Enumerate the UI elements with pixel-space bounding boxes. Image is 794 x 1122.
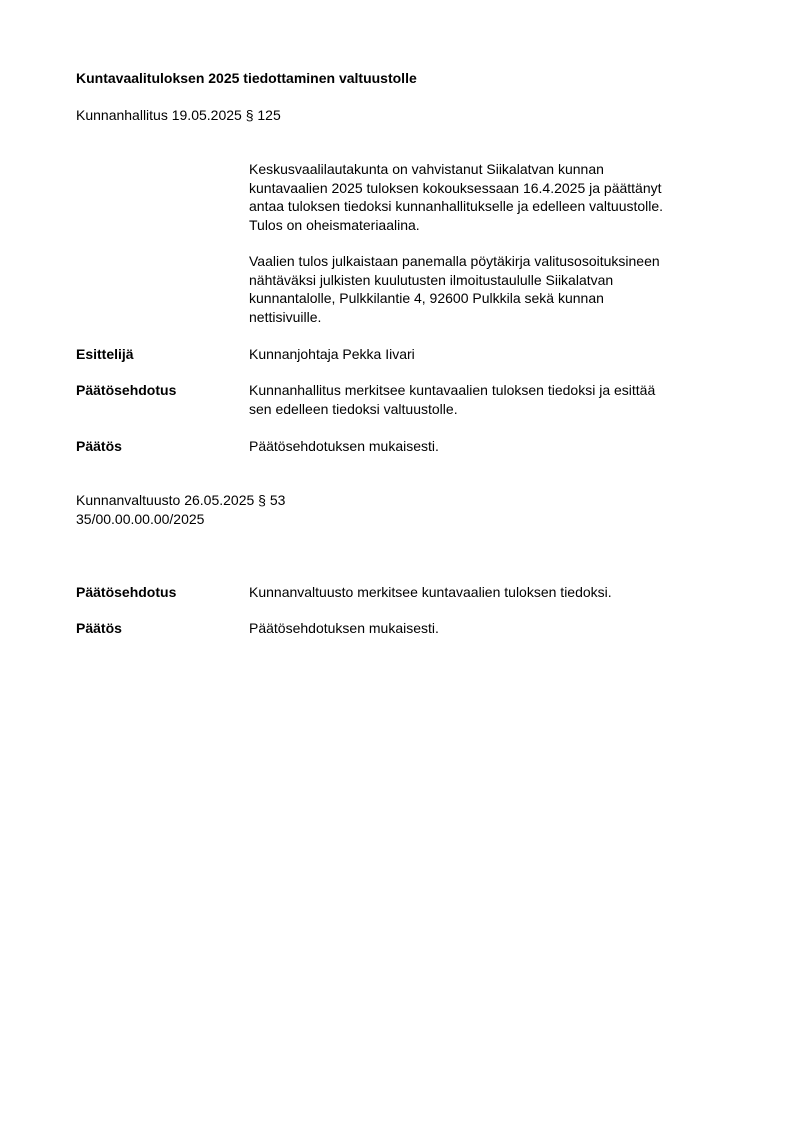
- council-meeting-header: Kunnanvaltuusto 26.05.2025 § 53: [76, 492, 286, 508]
- paragraph-line: Keskusvaalilautakunta on vahvistanut Siikalatvan kunnan: [249, 161, 604, 177]
- council-decision-value: Päätösehdotuksen mukaisesti.: [249, 620, 439, 636]
- council-decision-label: Päätös: [76, 620, 122, 636]
- council-proposal-label: Päätösehdotus: [76, 584, 177, 600]
- paragraph-line: nähtäväksi julkisten kuulutusten ilmoitustaululle Siikalatvan: [249, 271, 614, 288]
- paragraph-line: kunnantalolle, Pulkkilantie 4, 92600 Pulkkila sekä kunnan: [249, 290, 604, 306]
- presenter-value: Kunnanjohtaja Pekka Iivari: [249, 346, 415, 362]
- board-decision-label: Päätös: [76, 438, 122, 454]
- board-paragraph-1: [249, 160, 719, 234]
- board-proposal-label: Päätösehdotus: [76, 382, 177, 398]
- proposal-line: Kunnanhallitus merkitsee kuntavaalien tuloksen tiedoksi ja esittää: [249, 382, 656, 398]
- record-number: 35/00.00.00.00/2025: [76, 511, 205, 527]
- presenter-label: Esittelijä: [76, 346, 134, 362]
- paragraph-line: antaa tuloksen tiedoksi kunnanhallitukselle ja edelleen valtuustolle.: [249, 198, 664, 214]
- proposal-line: sen edelleen tiedoksi valtuustolle.: [249, 400, 458, 417]
- board-meeting-header: Kunnanhallitus 19.05.2025 § 125: [76, 107, 281, 123]
- board-proposal-value: [249, 381, 724, 418]
- paragraph-line: nettisivuille.: [249, 308, 322, 325]
- council-proposal-value: Kunnanvaltuusto merkitsee kuntavaalien tuloksen tiedoksi.: [249, 584, 612, 600]
- paragraph-line: Tulos on oheismateriaalina.: [249, 216, 420, 233]
- paragraph-line: kuntavaalien 2025 tuloksen kokouksessaan 16.4.2025 ja päättänyt: [249, 179, 662, 196]
- document-title: Kuntavaalituloksen 2025 tiedottaminen valtuustolle: [76, 70, 417, 86]
- board-decision-value: Päätösehdotuksen mukaisesti.: [249, 438, 439, 454]
- paragraph-line: Vaalien tulos julkaistaan panemalla pöytäkirja valitusosoituksineen: [249, 253, 660, 269]
- board-paragraph-2: [249, 252, 719, 326]
